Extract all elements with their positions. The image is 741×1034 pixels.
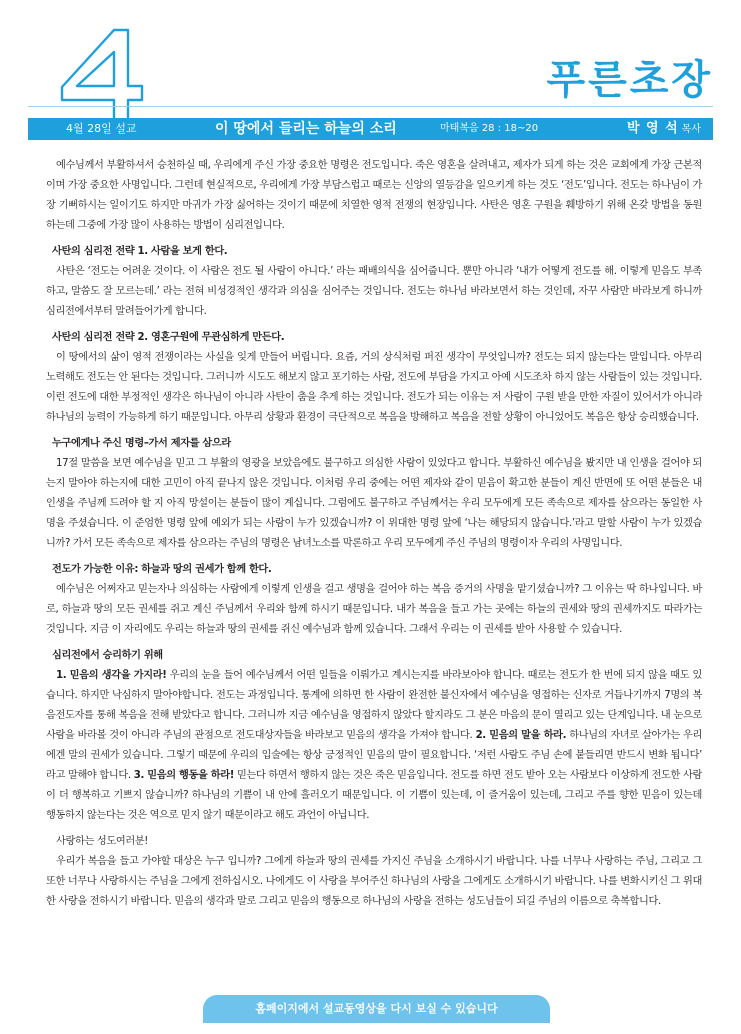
intro-paragraph: 예수님께서 부활하셔서 승천하실 때, 우리에게 주신 가장 중요한 명령은 전도입니다. 죽은 영혼을 살려내고, 제자가 되게 하는 것은 교회에게 가장 근본적이며 가장 중요한 사명입니다. 그런데 현실적으로, 우리에게 가장 부담스럽고 때로는 신앙의 열등감을 일으키게 하는 것도 ‘전도’입니다. 전도는 하나님이 가장 기뻐하시는 일이기도 하지만 마귀가 가장 싫어하는 것이기 때문에 치열한 영적 전쟁의 현장입니다. 사탄은 영혼 구원을 훼방하기 위해 온갖 방법을 동원하는데 그중에 가장 많이 사용하는 방법이 심리전입니다. xyxy=(46,160,702,231)
point-3-text: 믿는다 하면서 행하지 않는 것은 죽은 믿음입니다. 전도를 하면 전도 받아 오는 사람보다 이상하게 전도한 사람이 더 행복하고 기쁘지 않습니까? 하나님의 기쁨이 내 안에 흘러오기 때문입니다. 이 기쁨이 있는데, 이 즐거움이 있는데, 그리고 주를 향한 믿음이 있는데 행동하지 않는다는 것은 역으로 믿지 않기 때문이라고 해도 과언이 아닙니다. xyxy=(46,770,702,821)
pastor-name: 박 영 석 xyxy=(626,121,679,136)
video-notice-banner: 홈페이지에서 설교동영상을 다시 보실 수 있습니다 xyxy=(203,995,550,1023)
section-paragraph-3: 17절 말씀을 보면 예수님을 믿고 그 부활의 영광을 보았음에도 불구하고 의심한 사람이 있었다고 합니다. 부활하신 예수님을 봤지만 내 인생을 걸어야 되는지 말아야 하는지에 대한 고민이 아직 끝나지 않은 것입니다. 이처럼 우리 중에는 어떤 제자와 같이 믿음이 확고한 분들이 계신 반면에 또 어떤 분들은 내 인생을 주님께 드려야 할 지 아직 망설이는 분들이 많이 계십니다. 그럼에도 불구하고 주님께서는 우리 모두에게 모든 족속으로 제자를 삼으라는 동일한 사명을 주셨습니다. 이 준엄한 명령 앞에 예외가 되는 사람이 누가 있겠습니까? 이 위대한 명령 앞에 ‘나는 해당되지 않습니다.’라고 말할 사람이 누가 있겠습니까? 가서 모든 족속으로 제자를 삼으라는 주님의 명령은 남녀노소를 막론하고 우리 모두에게 주신 주님의 명령이자 우리의 사명입니다. xyxy=(46,458,702,549)
greeting-line: 사랑하는 성도여러분! xyxy=(56,836,149,847)
point-1-text: 우리의 눈을 들어 예수님께서 어떤 일들을 이뤄가고 계시는지를 바라보아야 합니다. 때로는 전도가 한 번에 되지 않을 때도 있습니다. 하지만 낙심하지 말아야합니다. 전도는 과정입니다. 통계에 의하면 한 사람이 완전한 불신자에서 예수님을 영접하는 신자로 거듭나기까지 7명의 복음전도자를 통해 복음을 전해 받았다고 합니다. 그러니까 지금 예수님을 영접하지 않았다 할지라도 그 분은 마음의 문이 열리고 있는 단계입니다. 내 눈으로 사람을 바라볼 것이 아니라 주님의 관점으로 전도대상자들을 바라보고 믿음의 생각을 가져야 합니다. xyxy=(46,670,702,741)
sermon-banner xyxy=(28,118,713,140)
sermon-title: 이 땅에서 들리는 하늘의 소리 xyxy=(215,121,397,137)
section-heading-4: 전도가 가능한 이유: 하늘과 땅의 권세가 함께 한다. xyxy=(52,564,272,575)
point-2-text: 하나님의 자녀로 살아가는 우리에겐 말의 권세가 있습니다. 그렇기 때문에 우리의 입술에는 항상 긍정적인 믿음의 말이 필요합니다. ‘저런 사람도 주님 손에 붙들리면 반드시 변화 됩니다’ 라고 말해야 합니다. xyxy=(46,730,702,781)
section-paragraph-2: 이 땅에서의 삶이 영적 전쟁이라는 사실을 잊게 만들어 버립니다. 요즘, 거의 상식처럼 퍼진 생각이 무엇입니까? 전도는 되지 않는다는 말입니다. 아무리 노력해도 전도는 안 된다는 것입니다. 그러니까 시도도 해보지 않고 포기하는 사람, 전도에 부담을 가지고 아예 시도조차 하지 않는 사람들이 있는 것입니다. 이런 전도에 대한 부정적인 생각은 하나님이 아니라 사탄이 춤을 추게 하는 것입니다. 전도가 되는 이유는 저 사람이 구원 받을 만한 자질이 있어서가 아니라 하나님의 능력이 가능하게 하기 때문입니다. 아무리 상황과 환경이 극단적으로 복음을 방해하고 복음을 전할 상황이 아니었어도 복음은 항상 승리했습니다. xyxy=(46,352,703,423)
point-3-label: 3. 믿음의 행동을 하라! xyxy=(133,770,235,781)
section-heading-2: 사탄의 심리전 전략 2. 영혼구원에 무관심하게 만든다. xyxy=(52,332,285,343)
header-divider xyxy=(28,106,713,107)
pastor-role: 목사 xyxy=(681,124,701,135)
section-heading-1: 사탄의 심리전 전략 1. 사람을 보게 한다. xyxy=(52,246,228,257)
section-paragraph-4: 예수님은 어쩌자고 믿는자나 의심하는 사람에게 이렇게 인생을 걸고 생명을 걸어야 하는 복음 증거의 사명을 맡기셨습니까? 그 이유는 딱 하나입니다. 바로, 하늘과 땅의 모든 권세를 쥐고 계신 주님께서 우리와 함께 하시기 때문입니다. 내가 복음을 들고 가는 곳에는 하늘의 권세와 땅의 권세까지도 따라가는 것입니다. 지금 이 자리에도 우리는 하늘과 땅의 권세를 쥐신 예수님과 함께 있습니다. 그래서 우리는 이 권세를 받아 사용할 수 있습니다. xyxy=(46,584,702,635)
section-heading-5: 심리전에서 승리하기 위해 xyxy=(52,650,163,661)
section-paragraph-5 xyxy=(46,666,702,826)
closing-paragraph: 우리가 복음을 들고 가야할 대상은 누구 입니까? 그에게 하늘과 땅의 권세를 가지신 주님을 소개하시기 바랍니다. 나를 너무나 사랑하는 주님, 그리고 그 또한 너무나 사랑하시는 주님을 그에게 전하십시오. 나에게도 이 사랑을 부어주신 하나님의 사랑을 그에게도 소개하시기 바랍니다. 나를 변화시키신 그 위대한 사랑을 전하시기 바랍니다. 믿음의 생각과 말로 그리고 믿음의 행동으로 하나님의 사랑을 전하는 성도님들이 되길 주님의 이름으로 축복합니다. xyxy=(46,856,702,907)
section-heading-3: 누구에게나 주신 명령–가서 제자를 삼으라 xyxy=(52,438,231,449)
scripture-reference: 마태복음 28 : 18~20 xyxy=(440,123,539,134)
pastor xyxy=(627,118,701,141)
sermon-date: 4월 28일 설교 xyxy=(66,122,137,135)
sermon-body xyxy=(46,156,702,912)
point-2-label: 2. 믿음의 말을 하라. xyxy=(475,730,567,741)
point-1-label: 1. 믿음의 생각을 가지라! xyxy=(56,670,167,681)
section-paragraph-1: 사탄은 ‘전도는 어려운 것이다. 이 사람은 전도 될 사람이 아니다.’ 라는 패배의식을 심어줍니다. 뿐만 아니라 ‘내가 어떻게 전도를 해. 이렇게 믿음도 부족하고, 말씀도 잘 모르는데.’ 라는 전혀 비성경적인 생각과 의심을 심어주는 것입니다. 전도는 하나님 바라보면서 하는 것인데, 자꾸 사람만 바라보게 하니까 심리전에서부터 말려들어가게 합니다. xyxy=(46,266,702,317)
page-number-graphic xyxy=(56,26,148,124)
newsletter-brand-title: 푸른초장 xyxy=(546,57,713,103)
